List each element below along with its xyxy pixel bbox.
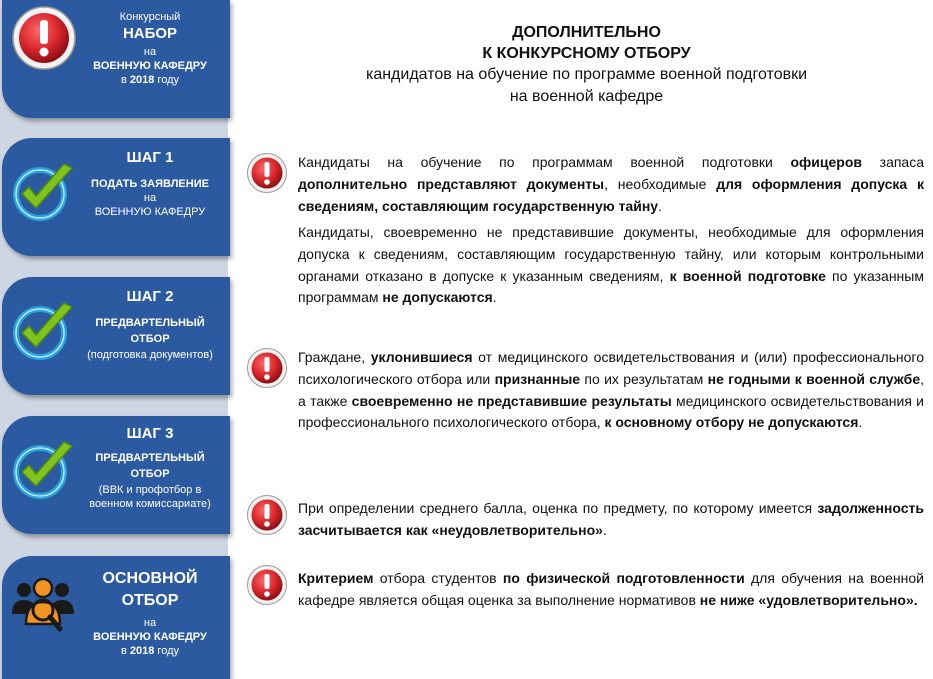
card-competitive-enrollment <box>2 0 230 118</box>
info-block-4 <box>246 562 928 642</box>
bold-text-run: не допускаются <box>382 289 493 306</box>
bold-text-run: к военной подготовке <box>669 267 826 284</box>
step1-line2: на <box>143 192 157 204</box>
text-run: по указанным программам <box>298 267 924 306</box>
sidebar <box>0 0 228 679</box>
step3-line2: ОТБОР <box>130 468 170 480</box>
bold-text-run: своевременно не представившие результаты <box>351 392 672 409</box>
title-line4: на военной кафедре <box>509 88 664 105</box>
step3-line4: военном комиссариате) <box>89 498 211 510</box>
bold-text-run: по физической подготовленности <box>502 570 745 586</box>
exclamation-alert-icon <box>246 347 288 389</box>
block2-paragraph <box>298 347 924 434</box>
block4-paragraph <box>298 568 924 612</box>
bold-text-run: к основному отбору не допускаются <box>604 414 859 431</box>
exclamation-alert-icon <box>246 564 288 606</box>
text-run: для обучения на военной кафедре является общая оценка за выполнение нормативов <box>298 570 924 608</box>
card1-year-line: в 2018 году <box>120 74 179 86</box>
bold-text-run: не ниже «удовлетворительно». <box>699 591 918 608</box>
info-block-2 <box>246 345 928 485</box>
info-block-3 <box>246 492 928 552</box>
text-run: , а также <box>298 370 925 409</box>
card1-line3: на <box>143 46 157 58</box>
card1-line4: ВОЕННУЮ КАФЕДРУ <box>93 60 207 72</box>
step3-line1: ПРЕДВАРТЕЛЬНЫЙ <box>95 452 205 464</box>
bold-text-run: дополнительно представляют документы <box>298 175 605 192</box>
exclamation-alert-icon <box>246 494 288 536</box>
bold-text-run: для оформления допуска к сведениям, составляющим государственную тайну <box>298 175 925 214</box>
bold-text-run: задолженность засчитывается как «неудовлетворительно» <box>298 500 924 538</box>
card5-line1: ОСНОВНОЙ <box>102 570 198 587</box>
text-run: . <box>658 197 662 214</box>
step1-title: ШАГ 1 <box>126 149 174 166</box>
card5-line2: ОТБОР <box>121 592 179 609</box>
step3-line3: (ВВК и профотбор в <box>98 484 202 496</box>
step2-line2: ОТБОР <box>130 333 170 345</box>
bold-text-run: признанные <box>494 370 581 387</box>
step2-line3: (подготовка документов) <box>87 349 213 361</box>
title-line3: кандидатов на обучение по программе военной подготовки <box>365 66 808 83</box>
main-content <box>240 0 933 679</box>
page-title <box>240 22 933 108</box>
card5-line4: ВОЕННУЮ КАФЕДРУ <box>93 631 207 643</box>
text-run: Кандидаты на обучение по программам военной подготовки <box>298 154 791 170</box>
text-run: запаса <box>862 154 925 170</box>
bold-text-run: не годными к военной службе <box>707 370 921 387</box>
bold-text-run: уклонившиеся <box>370 349 473 365</box>
card-step-2 <box>2 277 230 395</box>
card-step-1 <box>2 138 230 256</box>
block3-paragraph <box>298 498 924 542</box>
text-run: . <box>602 521 607 538</box>
text-run: При определении среднего балла, оценка по предмету, по которому имеется <box>298 500 818 516</box>
text-run: Кандидаты, своевременно не представившие документы, необходимые для оформления допуска к сведениям, составляющим государственную тайну, или которым контрольными органами отказано в допуске к указанным сведениям, <box>298 224 924 284</box>
info-block-1 <box>246 150 928 340</box>
step1-line1: ПОДАТЬ ЗАЯВЛЕНИЕ <box>91 178 209 190</box>
text-run: медицинского освидетельствования и профессионального психологического отбора, <box>298 392 924 431</box>
card-step-3 <box>2 416 230 534</box>
text-run: , необходимые <box>604 175 717 192</box>
text-run: Граждане, <box>298 349 371 365</box>
card1-line2: НАБОР <box>122 25 178 42</box>
step2-title: ШАГ 2 <box>126 288 174 305</box>
text-run: . <box>858 414 863 431</box>
block1-paragraph1 <box>298 152 924 217</box>
step2-line1: ПРЕДВАРТЕЛЬНЫЙ <box>95 317 205 329</box>
title-line1: ДОПОЛНИТЕЛЬНО <box>512 24 661 41</box>
card-main-selection <box>2 556 230 679</box>
bold-text-run: офицеров <box>790 154 862 170</box>
card5-year-line: в 2018 году <box>120 645 179 657</box>
text-run: от медицинского освидетельствования и (или) профессионального психологического отбора или <box>298 349 925 387</box>
step3-title: ШАГ 3 <box>126 425 174 442</box>
block1-paragraph2 <box>298 222 924 309</box>
bold-text-run: Критерием <box>298 570 374 586</box>
text-run: . <box>492 289 497 306</box>
card5-line3: на <box>143 617 157 629</box>
title-line2: К КОНКУРСНОМУ ОТБОРУ <box>482 45 691 62</box>
step1-line3: ВОЕННУЮ КАФЕДРУ <box>94 206 206 218</box>
exclamation-alert-icon <box>246 152 288 194</box>
card1-line1: Конкурсный <box>119 11 181 23</box>
text-run: отбора студентов <box>373 570 503 586</box>
text-run: по их результатам <box>580 370 708 387</box>
